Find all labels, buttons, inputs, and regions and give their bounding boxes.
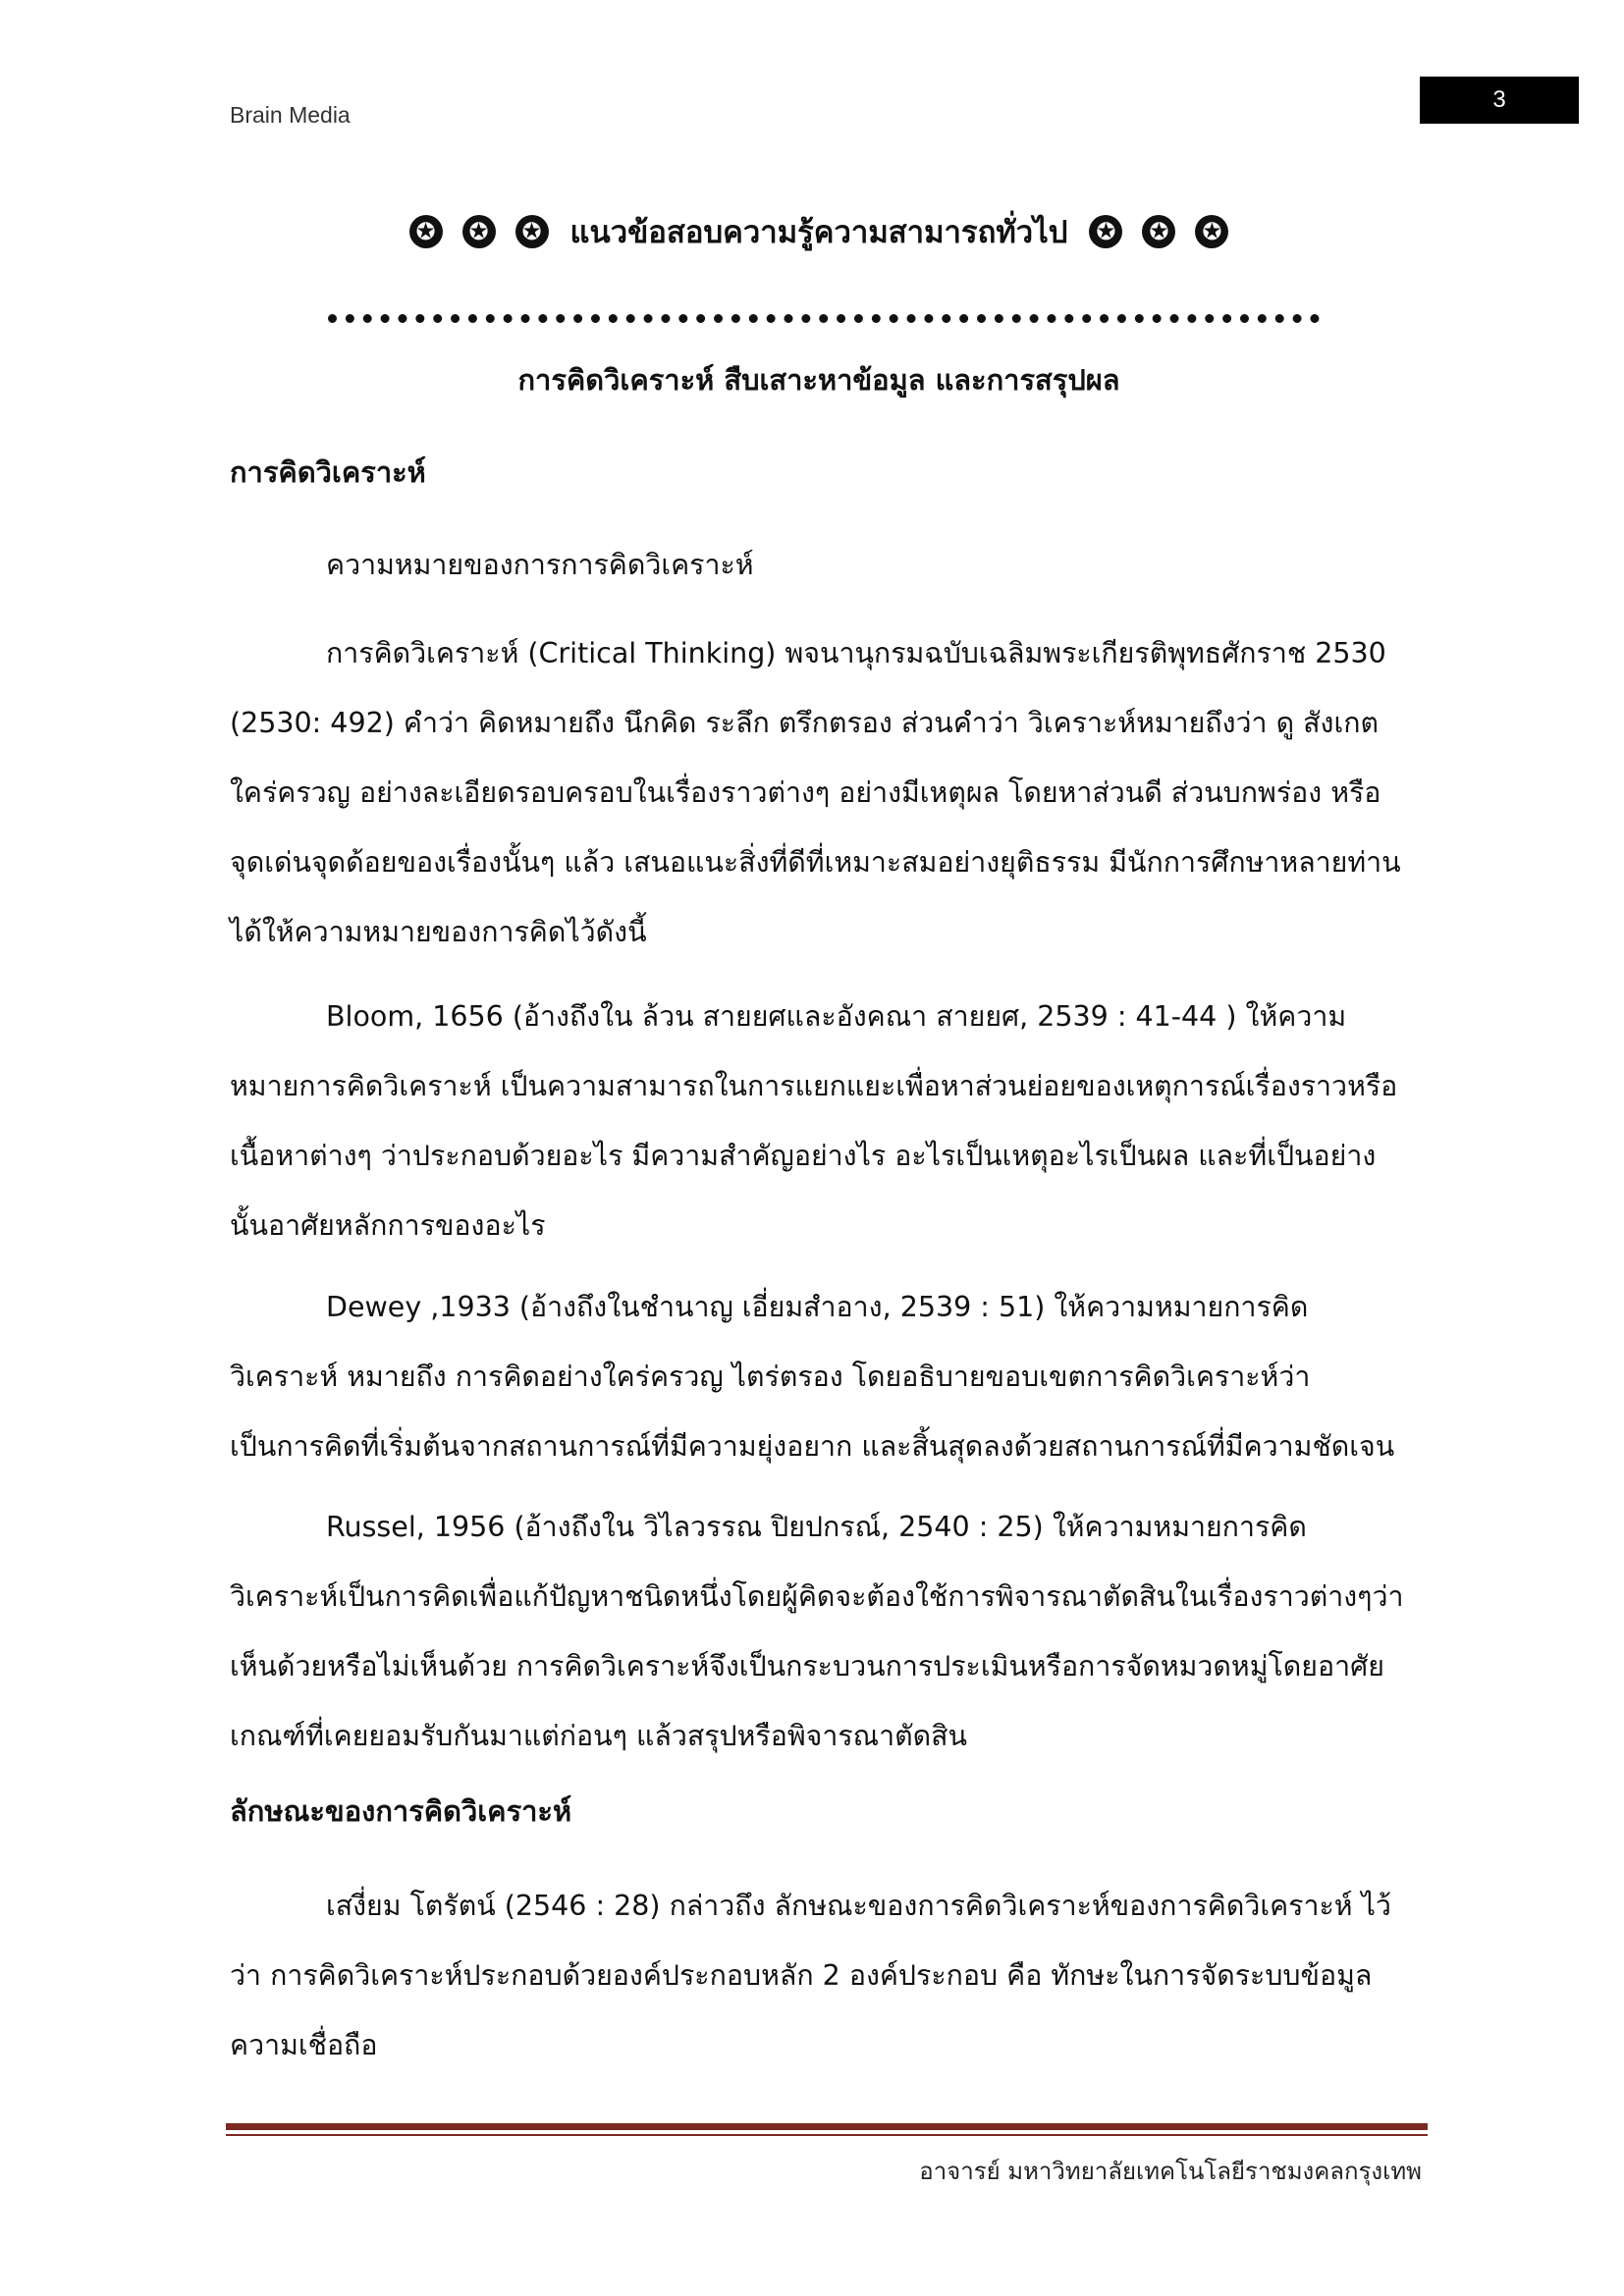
meaning-label: ความหมายของการการคิดวิเคราะห์ xyxy=(326,549,754,581)
page-title-text: แนวข้อสอบความรู้ความสามารถทั่วไป xyxy=(569,215,1068,250)
paragraph-dewey: Dewey ,1933 (อ้างถึงในชำนาญ เอี่ยมสำอาง, 2539 : 51) ให้ความหมายการคิดวิเคราะห์ หมายถึง การคิดอย่างใคร่ครวญ ไตร่ตรอง โดยอธิบายขอบเขตการคิดวิเคราะห์ว่าเป็นการคิดที่เริ่มต้นจากสถานการณ์ที่มีความยุ่งอยาก และสิ้นสุดลงด้วยสถานการณ์ที่มีความชัดเจน xyxy=(230,1291,1395,1463)
star-icon: ✪ xyxy=(1195,215,1228,248)
section-heading-characteristics: ลักษณะของการคิดวิเคราะห์ xyxy=(230,1794,572,1828)
brand-label: Brain Media xyxy=(230,102,351,128)
star-icon: ✪ xyxy=(409,215,443,248)
paragraph-sangiam: เสงี่ยม โตรัตน์ (2546 : 28) กล่าวถึง ลักษณะของการคิดวิเคราะห์ของการคิดวิเคราะห์ ไว้ว่า การคิดวิเคราะห์ประกอบด้วยองค์ประกอบหลัก 2 องค์ประกอบ คือ ทักษะในการจัดระบบข้อมูล ความเชื่อถือ xyxy=(230,1890,1391,2061)
footer-rule-thick xyxy=(226,2123,1428,2130)
page-number: 3 xyxy=(1420,77,1579,124)
paragraph-bloom: Bloom, 1656 (อ้างถึงใน ล้วน สายยศและอังคณา สายยศ, 2539 : 41-44 ) ให้ความหมายการคิดวิเคราะห์ เป็นความสามารถในการแยกแยะเพื่อหาส่วนย่อยของเหตุการณ์เรื่องราวหรือเนื้อหาต่างๆ ว่าประกอบด้วยอะไร มีความสำคัญอย่างไร อะไรเป็นเหตุอะไรเป็นผล และที่เป็นอย่างนั้นอาศัยหลักการของอะไร xyxy=(230,1000,1398,1242)
dotted-divider xyxy=(328,294,1320,323)
title-stars-right xyxy=(1089,215,1228,248)
footer-text: อาจารย์ มหาวิทยาลัยเทคโนโลยีราชมงคลกรุงเทพ xyxy=(919,2158,1422,2185)
star-icon: ✪ xyxy=(515,215,549,248)
footer-rule-thin xyxy=(226,2134,1428,2136)
section-heading-analytical-thinking: การคิดวิเคราะห์ xyxy=(230,455,426,489)
star-icon: ✪ xyxy=(1142,215,1175,248)
star-icon: ✪ xyxy=(1089,215,1122,248)
title-stars-left xyxy=(409,215,549,248)
paragraph-russel: Russel, 1956 (อ้างถึงใน วิไลวรรณ ปิยปกรณ์, 2540 : 25) ให้ความหมายการคิดวิเคราะห์เป็นการคิดเพื่อแก้ปัญหาชนิดหนึ่งโดยผู้คิดจะต้องใช้การพิจารณาตัดสินในเรื่องราวต่างๆว่าเห็นด้วยหรือไม่เห็นด้วย การคิดวิเคราะห์จึงเป็นกระบวนการประเมินหรือการจัดหมวดหมู่โดยอาศัยเกณฑ์ที่เคยยอมรับกันมาแต่ก่อนๆ แล้วสรุปหรือพิจารณาตัดสิน xyxy=(230,1511,1404,1752)
star-icon: ✪ xyxy=(462,215,496,248)
subtitle: การคิดวิเคราะห์ สืบเสาะหาข้อมูล และการสรุปผล xyxy=(517,363,1120,397)
paragraph-definition: การคิดวิเคราะห์ (Critical Thinking) พจนานุกรมฉบับเฉลิมพระเกียรติพุทธศักราช 2530 (2530: 492) คำว่า คิดหมายถึง นึกคิด ระลึก ตรึกตรอง ส่วนคำว่า วิเคราะห์หมายถึงว่า ดู สังเกต ใคร่ครวญ อย่างละเอียดรอบครอบในเรื่องราวต่างๆ อย่างมีเหตุผล โดยหาส่วนดี ส่วนบกพร่อง หรือจุดเด่นจุดด้อยของเรื่องนั้นๆ แล้ว เสนอแนะสิ่งที่ดีที่เหมาะสมอย่างยุติธรรม มีนักการศึกษาหลายท่านได้ให้ความหมายของการคิดไว้ดังนี้ xyxy=(230,637,1401,948)
page-title xyxy=(230,202,1408,261)
